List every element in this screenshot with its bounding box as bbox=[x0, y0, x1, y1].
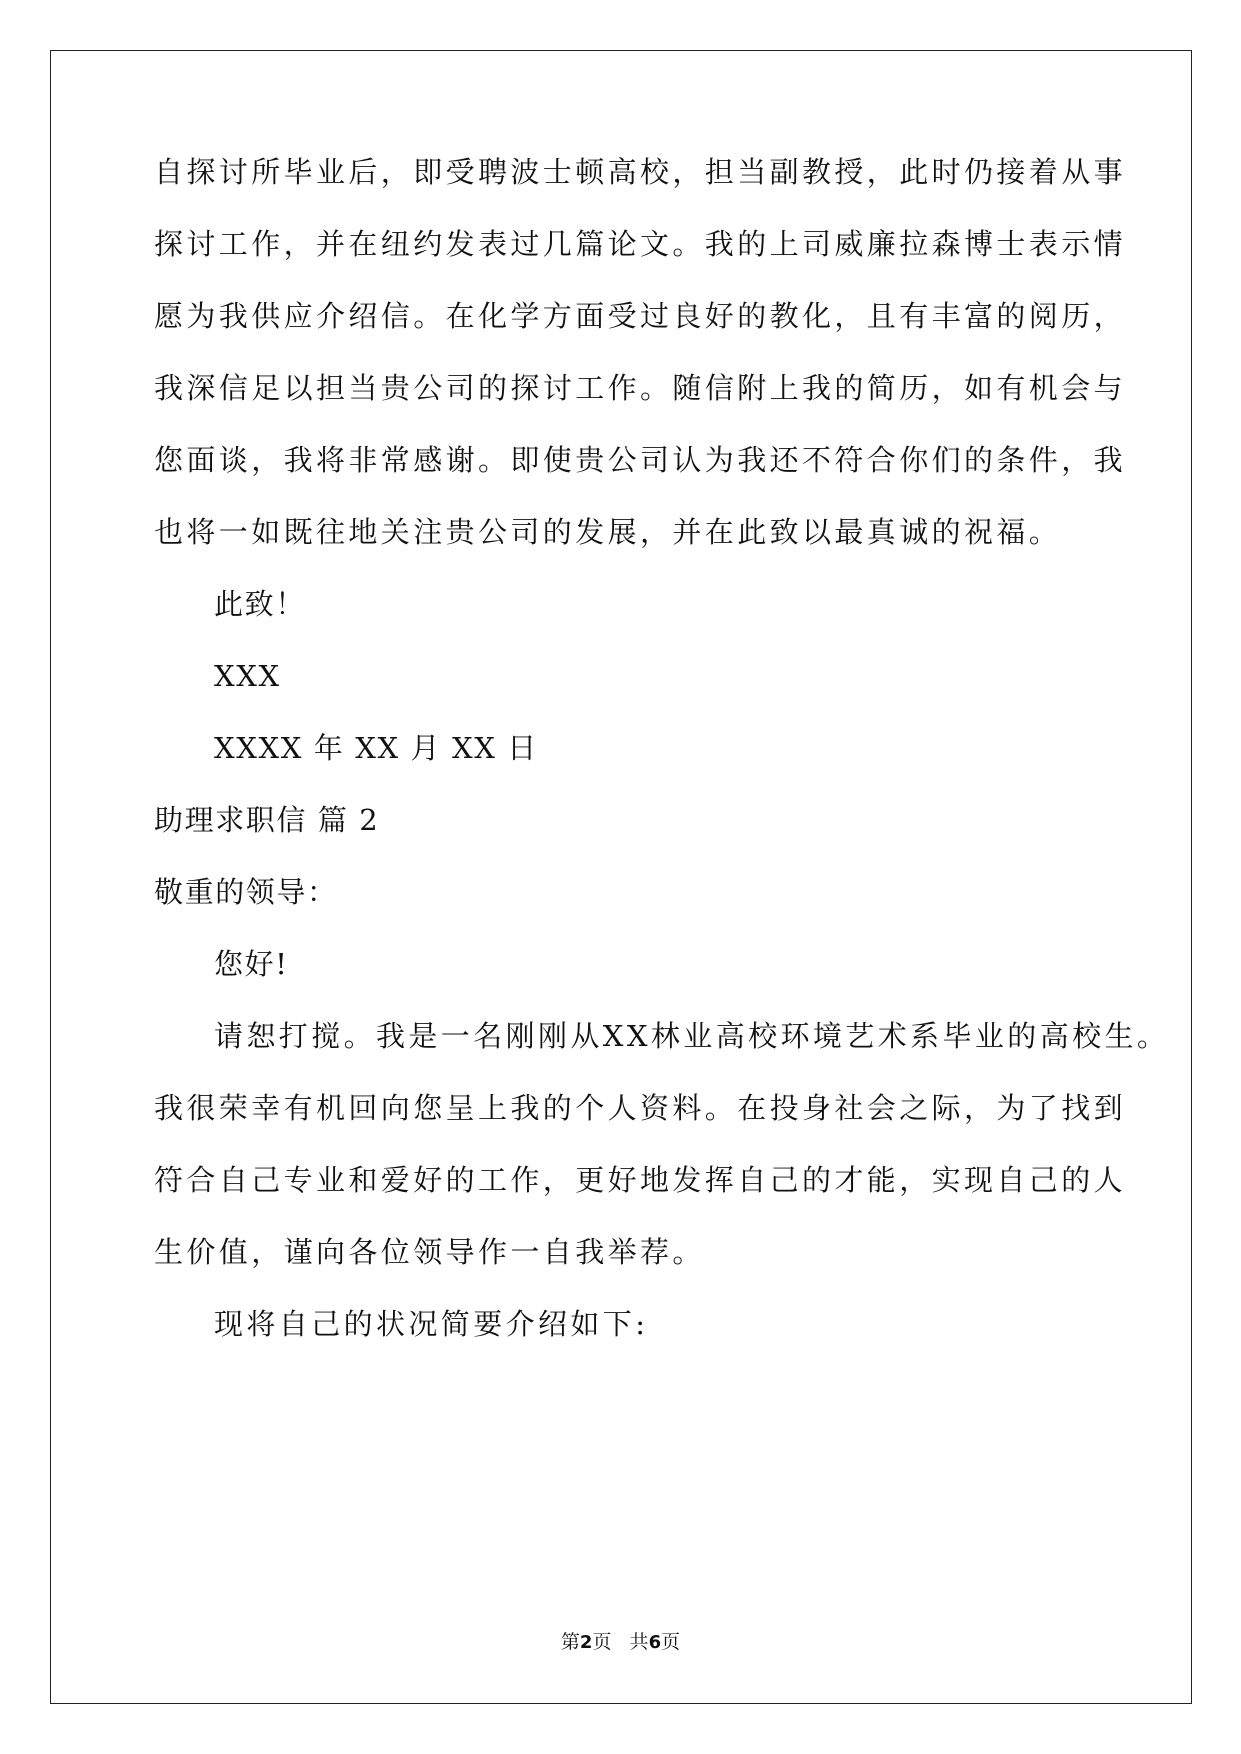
paragraph-line: 我很荣幸有机回向您呈上我的个人资料。在投身社会之际，为了找到 bbox=[154, 1091, 1127, 1125]
footer-prefix: 第 bbox=[560, 1631, 580, 1653]
paragraph-line: 探讨工作，并在纽约发表过几篇论文。我的上司威廉拉森博士表示情 bbox=[154, 227, 1127, 261]
paragraph-line: 也将一如既往地关注贵公司的发展，并在此致以最真诚的祝福。 bbox=[154, 515, 1062, 549]
closing-salutation: 此致！ bbox=[214, 587, 306, 621]
footer-suffix: 页 bbox=[661, 1631, 681, 1653]
greeting: 您好! bbox=[214, 947, 289, 981]
footer-middle: 页 共 bbox=[592, 1631, 649, 1653]
paragraph-line: 您面谈，我将非常感谢。即使贵公司认为我还不符合你们的条件，我 bbox=[154, 443, 1127, 477]
signature-date: XXXX 年 XX 月 XX 日 bbox=[214, 731, 538, 765]
page-footer bbox=[0, 1629, 1241, 1656]
paragraph-line: 愿为我供应介绍信。在化学方面受过良好的教化，且有丰富的阅历， bbox=[154, 299, 1127, 333]
section-heading: 助理求职信 篇 2 bbox=[154, 803, 380, 837]
paragraph-line: 自探讨所毕业后，即受聘波士顿高校，担当副教授，此时仍接着从事 bbox=[154, 155, 1127, 189]
greeting-recipient: 敬重的领导： bbox=[154, 875, 338, 909]
paragraph-line: 请恕打搅。我是一名刚刚从XX林业高校环境艺术系毕业的高校生。 bbox=[214, 1019, 1170, 1053]
current-page-number: 2 bbox=[579, 1632, 593, 1653]
paragraph-line: 现将自己的状况简要介绍如下: bbox=[214, 1307, 649, 1341]
total-pages-number: 6 bbox=[648, 1632, 662, 1653]
signature-name: XXX bbox=[214, 659, 281, 693]
paragraph-line: 我深信足以担当贵公司的探讨工作。随信附上我的简历，如有机会与 bbox=[154, 371, 1127, 405]
paragraph-line: 符合自己专业和爱好的工作，更好地发挥自己的才能，实现自己的人 bbox=[154, 1163, 1127, 1197]
paragraph-line: 生价值，谨向各位领导作一自我举荐。 bbox=[154, 1235, 705, 1269]
